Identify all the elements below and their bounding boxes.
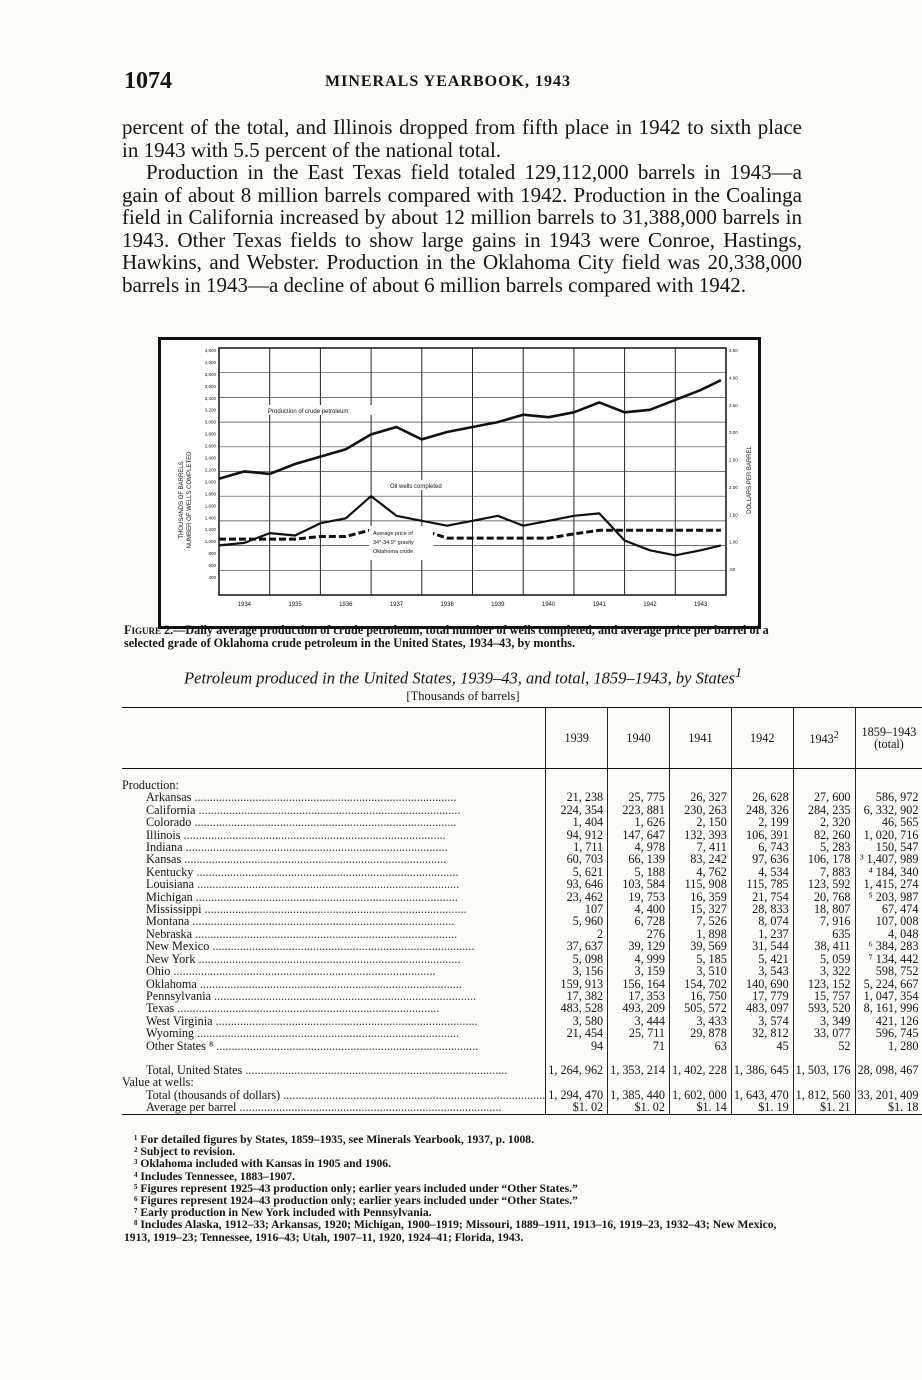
value-cell: 147, 647 bbox=[608, 829, 670, 841]
value-cell: 32, 812 bbox=[731, 1027, 793, 1039]
value-cell: 25, 711 bbox=[608, 1027, 670, 1039]
table-title-note: 1 bbox=[735, 665, 742, 680]
row-label-cell: Total (thousands of dollars) ...................................................................................... bbox=[146, 1087, 546, 1102]
value-cell: 7, 883 bbox=[793, 866, 855, 878]
series-wells-line bbox=[219, 496, 721, 555]
figure-2-chart bbox=[158, 337, 761, 629]
value-cell: 17, 779 bbox=[731, 990, 793, 1002]
value-cell: 1, 402, 228 bbox=[669, 1052, 731, 1076]
value-cell: 107, 008 bbox=[855, 915, 922, 927]
value-cell: 20, 768 bbox=[793, 891, 855, 903]
value-cell: 5, 059 bbox=[793, 953, 855, 965]
footnote: ⁶ Figures represent 1924–43 production only; earlier years included under “Other States.” bbox=[134, 1194, 578, 1208]
section-row bbox=[122, 769, 922, 792]
value-cell: 6, 728 bbox=[608, 915, 670, 927]
value-cell: 248, 326 bbox=[731, 804, 793, 816]
left-tick-label: 2,000 bbox=[204, 479, 216, 485]
value-cell: 483, 097 bbox=[731, 1002, 793, 1014]
value-cell: 106, 178 bbox=[793, 853, 855, 865]
total-row bbox=[122, 1052, 922, 1076]
value-cell: 159, 913 bbox=[546, 978, 608, 990]
value-cell: 123, 152 bbox=[793, 978, 855, 990]
row-label: California bbox=[146, 802, 196, 817]
row-label-cell: Total, United States ...................................................................................... bbox=[146, 1062, 508, 1077]
value-cell: 4, 978 bbox=[608, 841, 670, 853]
value-cell: 1, 385, 440 bbox=[608, 1089, 670, 1101]
value-cell: 8, 161, 996 bbox=[855, 1002, 922, 1014]
value-cell: 4, 534 bbox=[731, 866, 793, 878]
row-label-cell: Montana ...................................................................................... bbox=[146, 914, 455, 929]
value-cell: 3, 322 bbox=[793, 965, 855, 977]
row-label-cell: Indiana ...................................................................................... bbox=[146, 840, 448, 855]
paragraph-1: percent of the total, and Illinois dropped from fifth place in 1942 to sixth place in 1943 with 5.5 percent of the national total. bbox=[122, 115, 802, 162]
row-label: Kentucky bbox=[146, 864, 194, 879]
average-price-row bbox=[122, 1101, 922, 1114]
left-tick-label: 1,400 bbox=[204, 515, 216, 521]
value-cell: 2, 150 bbox=[669, 816, 731, 828]
wells-label: Oil wells completed bbox=[390, 484, 442, 490]
value-cell: 123, 592 bbox=[793, 878, 855, 890]
value-cell: 21, 754 bbox=[731, 891, 793, 903]
table-subtitle: [Thousands of barrels] bbox=[406, 689, 520, 703]
value-cell: 33, 201, 409 bbox=[855, 1089, 922, 1101]
left-tick-label: 2,800 bbox=[204, 431, 216, 437]
value-cell: 223, 881 bbox=[608, 804, 670, 816]
value-cell: 140, 690 bbox=[731, 978, 793, 990]
value-cell: 15, 327 bbox=[669, 903, 731, 915]
value-cell: 7, 916 bbox=[793, 915, 855, 927]
year-label: 1939 bbox=[491, 602, 505, 608]
price-label-2: 34°-34.9° gravity bbox=[373, 540, 414, 546]
value-cell: 16, 750 bbox=[669, 990, 731, 1002]
table-row bbox=[122, 1040, 922, 1052]
value-cell: $1. 18 bbox=[855, 1101, 922, 1114]
left-tick-label: 800 bbox=[208, 551, 216, 557]
value-cell: 23, 462 bbox=[546, 891, 608, 903]
table-title-text: Petroleum produced in the United States, 1939–43, and total, 1859–1943, by States bbox=[184, 668, 736, 688]
section-label: Production: bbox=[122, 778, 179, 792]
value-cell: 1, 711 bbox=[546, 841, 608, 853]
left-tick-label: 600 bbox=[208, 563, 216, 569]
year-label: 1943 bbox=[693, 602, 708, 608]
value-cell: 1, 386, 645 bbox=[731, 1052, 793, 1076]
stub-header bbox=[122, 708, 546, 769]
row-label: Kansas bbox=[146, 852, 182, 867]
row-label-cell: Ohio ...................................................................................... bbox=[146, 964, 436, 979]
row-label: Michigan bbox=[146, 889, 193, 904]
right-tick-label: 4.00 bbox=[729, 375, 738, 381]
value-cell: $1. 21 bbox=[793, 1101, 855, 1114]
series-production-line bbox=[219, 380, 721, 479]
row-label-cell: Colorado ...................................................................................... bbox=[146, 815, 457, 830]
column-header bbox=[793, 708, 855, 769]
value-cell: 3, 156 bbox=[546, 965, 608, 977]
value-cell: 39, 129 bbox=[608, 940, 670, 952]
chart-svg bbox=[161, 340, 758, 626]
value-cell: 83, 242 bbox=[669, 853, 731, 865]
value-cell: 25, 775 bbox=[608, 791, 670, 803]
value-cell: 18, 807 bbox=[793, 903, 855, 915]
left-tick-label: 3,800 bbox=[204, 371, 216, 377]
row-label: Illinois bbox=[146, 827, 181, 842]
value-cell: 1, 626 bbox=[608, 816, 670, 828]
table-title bbox=[124, 665, 802, 689]
column-header: 1939 bbox=[546, 708, 608, 769]
value-cell: 3, 580 bbox=[546, 1015, 608, 1027]
row-label-cell: Arkansas ...................................................................................... bbox=[146, 790, 457, 805]
value-cell: 3, 444 bbox=[608, 1015, 670, 1027]
value-cell: 3, 159 bbox=[608, 965, 670, 977]
value-cell: 71 bbox=[608, 1040, 670, 1052]
value-cell: 5, 421 bbox=[731, 953, 793, 965]
value-cell: 97, 636 bbox=[731, 853, 793, 865]
value-cell: 93, 646 bbox=[546, 878, 608, 890]
value-cell: 94, 912 bbox=[546, 829, 608, 841]
value-cell: 6, 332, 902 bbox=[855, 804, 922, 816]
left-tick-label: 1,000 bbox=[204, 539, 216, 545]
value-cell: 276 bbox=[608, 928, 670, 940]
footnote: ⁷ Early production in New York included with Pennsylvania. bbox=[134, 1206, 432, 1220]
right-tick-label: 3.00 bbox=[729, 430, 738, 436]
value-cell: 493, 209 bbox=[608, 1002, 670, 1014]
value-cell: 28, 098, 467 bbox=[855, 1052, 922, 1076]
value-cell: 1, 898 bbox=[669, 928, 731, 940]
value-cell: 2 bbox=[546, 928, 608, 940]
footnote: ⁴ Includes Tennessee, 1883–1907. bbox=[134, 1169, 295, 1183]
value-cell: 5, 185 bbox=[669, 953, 731, 965]
value-cell: 66, 139 bbox=[608, 853, 670, 865]
right-axis-title: DOLLARS PER BARREL bbox=[747, 446, 753, 514]
row-label: Oklahoma bbox=[146, 976, 197, 991]
row-label-cell: Average per barrel ...................................................................................... bbox=[122, 1101, 546, 1114]
table-header-row bbox=[122, 708, 922, 769]
footnotes bbox=[124, 1134, 804, 1244]
production-table bbox=[122, 707, 922, 1115]
paragraph-2: Production in the East Texas field totaled 129,112,000 barrels in 1943—a gain of about 8 million barrels compared with 1942. Production in the Coalinga field in California increased by about 12 million barrels to 31,388,000 barrels in 1943. Other Texas fields to show large gains in 1943 were Conroe, Hastings, Hawkins, and Webster. Production in the Oklahoma City field was 20,338,000 barrels in 1943—a decline of about 6 million barrels compared with 1942. bbox=[122, 160, 802, 297]
value-cell: 505, 572 bbox=[669, 1002, 731, 1014]
price-label-3: Oklahoma crude bbox=[373, 549, 414, 555]
value-cell: 635 bbox=[793, 928, 855, 940]
value-cell: 21, 454 bbox=[546, 1027, 608, 1039]
value-cell: 4, 048 bbox=[855, 928, 922, 940]
value-cell: 39, 569 bbox=[669, 940, 731, 952]
value-cell: 1, 294, 470 bbox=[546, 1089, 608, 1101]
right-tick-label: 2.00 bbox=[729, 484, 738, 490]
value-cell: 5, 188 bbox=[608, 866, 670, 878]
value-cell: 5, 960 bbox=[546, 915, 608, 927]
value-cell: 7, 411 bbox=[669, 841, 731, 853]
value-cell: 154, 702 bbox=[669, 978, 731, 990]
value-cell: 3, 510 bbox=[669, 965, 731, 977]
row-label: Wyoming bbox=[146, 1026, 195, 1041]
value-cell: 45 bbox=[731, 1040, 793, 1052]
value-cell: ⁵ 203, 987 bbox=[855, 891, 922, 903]
value-cell: ⁷ 134, 442 bbox=[855, 953, 922, 965]
value-cell: 3, 543 bbox=[731, 965, 793, 977]
row-label: New Mexico bbox=[146, 939, 210, 954]
figure-caption-text: —Daily average production of crude petroleum, total number of wells completed, and average price per barrel of a selected grade of Oklahoma crude petroleum in the United States, 1934–43, by months. bbox=[124, 623, 769, 650]
right-tick-label: 1.00 bbox=[729, 539, 738, 545]
value-cell: ³ 1,407, 989 bbox=[855, 853, 922, 865]
column-header: 1941 bbox=[669, 708, 731, 769]
left-tick-label: 1,600 bbox=[204, 503, 216, 509]
page-number: 1074 bbox=[124, 68, 172, 94]
value-cell: 33, 077 bbox=[793, 1027, 855, 1039]
value-cell: 115, 908 bbox=[669, 878, 731, 890]
value-cell: 27, 600 bbox=[793, 791, 855, 803]
value-cell bbox=[669, 1076, 731, 1088]
value-cell: 60, 703 bbox=[546, 853, 608, 865]
left-tick-label: 4,800 bbox=[204, 348, 216, 353]
value-cell: 1, 415, 274 bbox=[855, 878, 922, 890]
row-label-cell: Louisiana ...................................................................................... bbox=[146, 877, 460, 892]
value-cell: 46, 565 bbox=[855, 816, 922, 828]
value-cell: 7, 526 bbox=[669, 915, 731, 927]
left-tick-label: 1,200 bbox=[204, 527, 216, 533]
left-axis-title: THOUSANDS OF BARRELS bbox=[179, 461, 185, 539]
value-cell: 16, 359 bbox=[669, 891, 731, 903]
value-cell: 4, 999 bbox=[608, 953, 670, 965]
price-label-1: Average price of bbox=[373, 531, 413, 537]
year-label: 1940 bbox=[541, 602, 556, 608]
value-cell bbox=[731, 1076, 793, 1088]
value-cell: 28, 833 bbox=[731, 903, 793, 915]
value-cell: 4, 762 bbox=[669, 866, 731, 878]
footnote: ² Subject to revision. bbox=[134, 1145, 236, 1159]
value-cell: 132, 393 bbox=[669, 829, 731, 841]
value-cell: 156, 164 bbox=[608, 978, 670, 990]
right-tick-label: 3.50 bbox=[729, 402, 738, 408]
column-header: 1942 bbox=[731, 708, 793, 769]
year-label: 1935 bbox=[288, 602, 302, 608]
running-head: MINERALS YEARBOOK, 1943 bbox=[325, 73, 571, 90]
value-cell: 2, 320 bbox=[793, 816, 855, 828]
column-header-1943: 1943 bbox=[809, 732, 834, 747]
row-label: Total, United States bbox=[146, 1062, 243, 1077]
value-cell: 106, 391 bbox=[731, 829, 793, 841]
value-cell: 26, 327 bbox=[669, 791, 731, 803]
right-tick-label: .50 bbox=[729, 567, 736, 572]
row-label-cell: Michigan ...................................................................................... bbox=[146, 889, 458, 904]
row-label-cell: Illinois ...................................................................................... bbox=[146, 827, 446, 842]
value-cell: 3, 574 bbox=[731, 1015, 793, 1027]
row-label: Nebraska bbox=[146, 926, 193, 941]
year-label: 1941 bbox=[592, 602, 606, 608]
row-label: Mississippi bbox=[146, 902, 202, 917]
value-cell: 2, 199 bbox=[731, 816, 793, 828]
value-cell: 483, 528 bbox=[546, 1002, 608, 1014]
left-tick-label: 3,200 bbox=[204, 407, 216, 413]
value-cell: 3, 433 bbox=[669, 1015, 731, 1027]
year-label: 1937 bbox=[389, 602, 404, 608]
left-tick-label: 2,400 bbox=[204, 455, 216, 461]
right-tick-label: 4.50 bbox=[729, 348, 738, 353]
value-cell bbox=[546, 1076, 608, 1088]
row-label: Total (thousands of dollars) bbox=[146, 1087, 281, 1102]
value-cell: ⁶ 384, 283 bbox=[855, 940, 922, 952]
value-cell: 5, 098 bbox=[546, 953, 608, 965]
value-cell: 17, 353 bbox=[608, 990, 670, 1002]
body-text bbox=[122, 116, 802, 296]
value-cell: 31, 544 bbox=[731, 940, 793, 952]
row-label-cell: Nebraska ...................................................................................... bbox=[146, 926, 458, 941]
row-label: Value at wells: bbox=[122, 1075, 194, 1090]
row-label-cell: West Virginia ...................................................................................... bbox=[146, 1013, 478, 1028]
row-label: New York bbox=[146, 951, 196, 966]
value-cell: $1. 14 bbox=[669, 1101, 731, 1114]
row-label-cell: Other States ⁸ ...................................................................................... bbox=[146, 1038, 479, 1053]
value-cell: 4, 400 bbox=[608, 903, 670, 915]
row-label-cell: California ...................................................................................... bbox=[146, 802, 461, 817]
value-cell: 1, 812, 560 bbox=[793, 1089, 855, 1101]
value-cell: 37, 637 bbox=[546, 940, 608, 952]
value-cell: 150, 547 bbox=[855, 841, 922, 853]
value-cell: 103, 584 bbox=[608, 878, 670, 890]
value-cell: $1. 02 bbox=[608, 1101, 670, 1114]
row-label: Arkansas bbox=[146, 790, 192, 805]
footnote: ¹ For detailed figures by States, 1859–1935, see Minerals Yearbook, 1937, p. 1008. bbox=[134, 1133, 535, 1146]
value-cell: 3, 349 bbox=[793, 1015, 855, 1027]
value-cell: 1, 353, 214 bbox=[608, 1052, 670, 1076]
row-label: Ohio bbox=[146, 964, 171, 979]
value-cell: $1. 02 bbox=[546, 1101, 608, 1114]
value-cell bbox=[608, 1076, 670, 1088]
row-label-cell: Kansas ...................................................................................... bbox=[146, 852, 447, 867]
left-tick-label: 400 bbox=[208, 575, 216, 580]
value-cell: 586, 972 bbox=[855, 791, 922, 803]
row-label-cell: Wyoming ...................................................................................... bbox=[146, 1026, 460, 1041]
year-label: 1934 bbox=[237, 602, 252, 608]
value-cell: 52 bbox=[793, 1040, 855, 1052]
value-cell: 598, 752 bbox=[855, 965, 922, 977]
value-cell: 5, 621 bbox=[546, 866, 608, 878]
year-label: 1942 bbox=[643, 602, 657, 608]
value-cell: 1, 237 bbox=[731, 928, 793, 940]
value-cell: 1, 280 bbox=[855, 1040, 922, 1052]
value-cell: 26, 628 bbox=[731, 791, 793, 803]
row-label: Pennsylvania bbox=[146, 988, 211, 1003]
value-cell: 107 bbox=[546, 903, 608, 915]
production-label: Production of crude petroleum bbox=[268, 409, 349, 415]
left-tick-label: 4,500 bbox=[204, 359, 216, 365]
value-cell: 63 bbox=[669, 1040, 731, 1052]
value-cell: 593, 520 bbox=[793, 1002, 855, 1014]
footnote: ⁵ Figures represent 1925–43 production only; earlier years included under “Other States.” bbox=[134, 1181, 578, 1195]
row-label-cell: New York ...................................................................................... bbox=[146, 951, 461, 966]
value-cell: 17, 382 bbox=[546, 990, 608, 1002]
footnote: ⁸ Includes Alaska, 1912–33; Arkansas, 1920; Michigan, 1900–1919; Missouri, 1889–1911, 1913–16, 1919–23, 1932–43; New Mexico, 1913, 1919–23; Tennessee, 1916–43; Utah, 1907–11, 1920, 1924–41; Florida, 1943. bbox=[124, 1218, 777, 1244]
row-label: Texas bbox=[146, 1001, 175, 1016]
value-cell: 1, 047, 354 bbox=[855, 990, 922, 1002]
left-tick-label: 2,600 bbox=[204, 443, 216, 449]
value-cell: 6, 743 bbox=[731, 841, 793, 853]
value-cell: 94 bbox=[546, 1040, 608, 1052]
row-label-cell: New Mexico ...................................................................................... bbox=[146, 939, 475, 954]
year-label: 1938 bbox=[440, 602, 454, 608]
value-cell bbox=[793, 1076, 855, 1088]
row-label: Louisiana bbox=[146, 877, 195, 892]
right-tick-label: 1.50 bbox=[729, 512, 738, 518]
value-cell: 596, 745 bbox=[855, 1027, 922, 1039]
value-cell: 1, 020, 716 bbox=[855, 829, 922, 841]
figure-caption bbox=[124, 624, 802, 650]
value-cell: 15, 757 bbox=[793, 990, 855, 1002]
value-cell: ⁴ 184, 340 bbox=[855, 866, 922, 878]
value-cell bbox=[855, 1076, 922, 1088]
value-cell: 38, 411 bbox=[793, 940, 855, 952]
value-cell: 284, 235 bbox=[793, 804, 855, 816]
left-axis-title-2: NUMBER OF WELLS COMPLETED bbox=[187, 451, 193, 549]
value-cell: 19, 753 bbox=[608, 891, 670, 903]
column-header: 1859–1943 (total) bbox=[855, 708, 922, 769]
value-cell: 5, 283 bbox=[793, 841, 855, 853]
value-cell: 21, 238 bbox=[546, 791, 608, 803]
left-tick-label: 2,200 bbox=[204, 467, 216, 473]
value-cell: 115, 785 bbox=[731, 878, 793, 890]
value-cell: 82, 260 bbox=[793, 829, 855, 841]
year-label: 1936 bbox=[339, 602, 353, 608]
left-tick-label: 3,000 bbox=[204, 419, 216, 425]
value-cell: 224, 354 bbox=[546, 804, 608, 816]
row-label-cell: Oklahoma ...................................................................................... bbox=[146, 976, 462, 991]
left-tick-label: 1,800 bbox=[204, 491, 216, 497]
value-cell: 5, 224, 667 bbox=[855, 978, 922, 990]
row-label: Other States ⁸ bbox=[146, 1038, 214, 1053]
value-cell: 1, 404 bbox=[546, 816, 608, 828]
value-cell: 230, 263 bbox=[669, 804, 731, 816]
row-label: Average per barrel bbox=[146, 1100, 237, 1115]
value-cell: 1, 503, 176 bbox=[793, 1052, 855, 1076]
column-header: 1940 bbox=[608, 708, 670, 769]
row-label: Colorado bbox=[146, 815, 192, 830]
column-header-note: 2 bbox=[833, 730, 839, 742]
row-label: West Virginia bbox=[146, 1013, 213, 1028]
footnote: ³ Oklahoma included with Kansas in 1905 and 1906. bbox=[134, 1157, 391, 1171]
row-label: Montana bbox=[146, 914, 190, 929]
right-tick-label: 2.50 bbox=[729, 457, 738, 463]
row-label-cell: Kentucky ...................................................................................... bbox=[146, 864, 459, 879]
row-label: Indiana bbox=[146, 840, 183, 855]
left-tick-label: 3,400 bbox=[204, 395, 216, 401]
value-cell: 1, 602, 000 bbox=[669, 1089, 731, 1101]
value-cell: 67, 474 bbox=[855, 903, 922, 915]
row-label-cell: Pennsylvania ...................................................................................... bbox=[146, 988, 477, 1003]
figure-label: Figure 2. bbox=[124, 623, 174, 637]
left-tick-label: 3,600 bbox=[204, 383, 216, 389]
value-cell: $1. 19 bbox=[731, 1101, 793, 1114]
row-label-cell: Texas ...................................................................................... bbox=[146, 1001, 440, 1016]
value-cell: 8, 074 bbox=[731, 915, 793, 927]
value-cell: 1, 643, 470 bbox=[731, 1089, 793, 1101]
value-cell: 1, 264, 962 bbox=[546, 1052, 608, 1076]
row-label-cell: Mississippi ...................................................................................... bbox=[146, 902, 467, 917]
value-cell: 421, 126 bbox=[855, 1015, 922, 1027]
value-cell: 29, 878 bbox=[669, 1027, 731, 1039]
